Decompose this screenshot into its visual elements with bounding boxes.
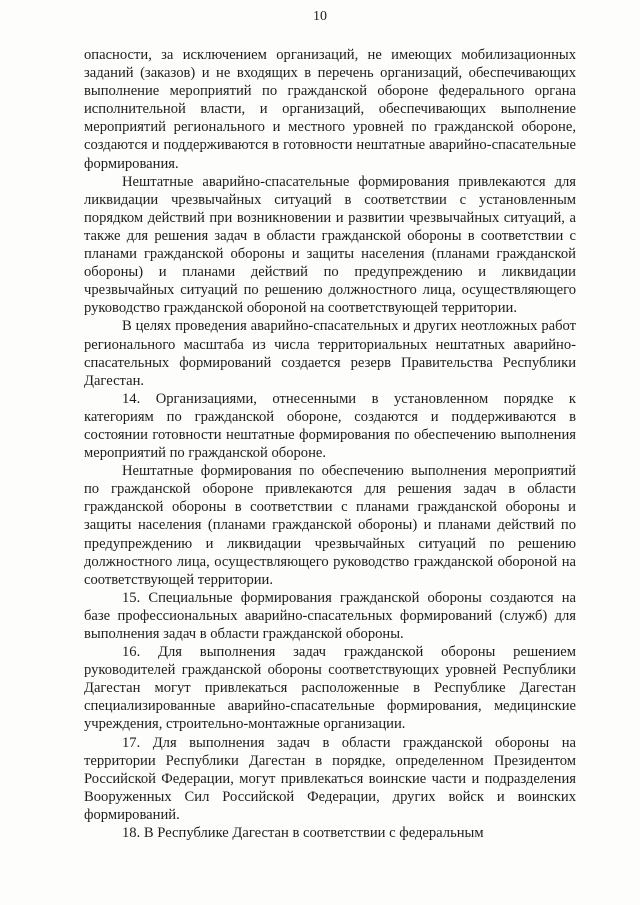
paragraph: Нештатные аварийно-спасательные формирования привлекаются для ликвидации чрезвычайных ситуаций в соответствии с установленным порядком действий при возникновении и развитии чрезвычайных ситуаций, а также для решения задач в области гражданской обороны в соответствии с планами гражданской обороны и защиты населения (планами гражданской обороны) и планами действий по предупреждению и ликвидации чрезвычайных ситуаций по решению должностного лица, осуществляющего руководство гражданской обороной на соответствующей территории. bbox=[84, 173, 576, 317]
paragraph: 15. Специальные формирования гражданской обороны создаются на базе профессиональных аварийно-спасательных формирований (служб) для выполнения задач в области гражданской обороны. bbox=[84, 589, 576, 642]
paragraph: 14. Организациями, отнесенными в установленном порядке к категориям по гражданской обороне, создаются и поддерживаются в состоянии готовности нештатные формирования по обеспечению выполнения мероприятий по гражданской обороне. bbox=[84, 390, 576, 462]
paragraph: 17. Для выполнения задач в области гражданской обороны на территории Республики Дагестан в порядке, определенном Президентом Российской Федерации, могут привлекаться воинские части и подразделения Вооруженных Сил Российской Федерации, других войск и воинских формирований. bbox=[84, 734, 576, 823]
page-number: 10 bbox=[313, 9, 327, 24]
document-body bbox=[84, 46, 576, 842]
paragraph: 16. Для выполнения задач гражданской обороны решением руководителей гражданской обороны соответствующих уровней Республики Дагестан могут привлекаться расположенные в Республике Дагестан специализированные аварийно-спасательные формирования, медицинские учреждения, строительно-монтажные организации. bbox=[84, 644, 576, 733]
paragraph: Нештатные формирования по обеспечению выполнения мероприятий по гражданской обороне привлекаются для решения задач в области гражданской обороны в соответствии с планами гражданской обороны и защиты населения (планами гражданской обороны) и планами действий по предупреждению и ликвидации чрезвычайных ситуаций по решению должностного лица, осуществляющего руководство гражданской обороной на соответствующей территории. bbox=[84, 463, 576, 588]
paragraph: опасности, за исключением организаций, не имеющих мобилизационных заданий (заказов) и не входящих в перечень организаций, обеспечивающих выполнение мероприятий по гражданской обороне федерального органа исполнительной власти, и организаций, обеспечивающих выполнение мероприятий регионального и местного уровней по гражданской обороне, создаются и поддерживаются в готовности нештатные аварийно-спасательные формирования. bbox=[84, 47, 576, 172]
paragraph: В целях проведения аварийно-спасательных и других неотложных работ регионального масштаба из числа территориальных нештатных аварийно-спасательных формирований создается резерв Правительства Республики Дагестан. bbox=[84, 318, 576, 389]
paragraph: 18. В Республике Дагестан в соответствии с федеральным bbox=[122, 825, 484, 842]
